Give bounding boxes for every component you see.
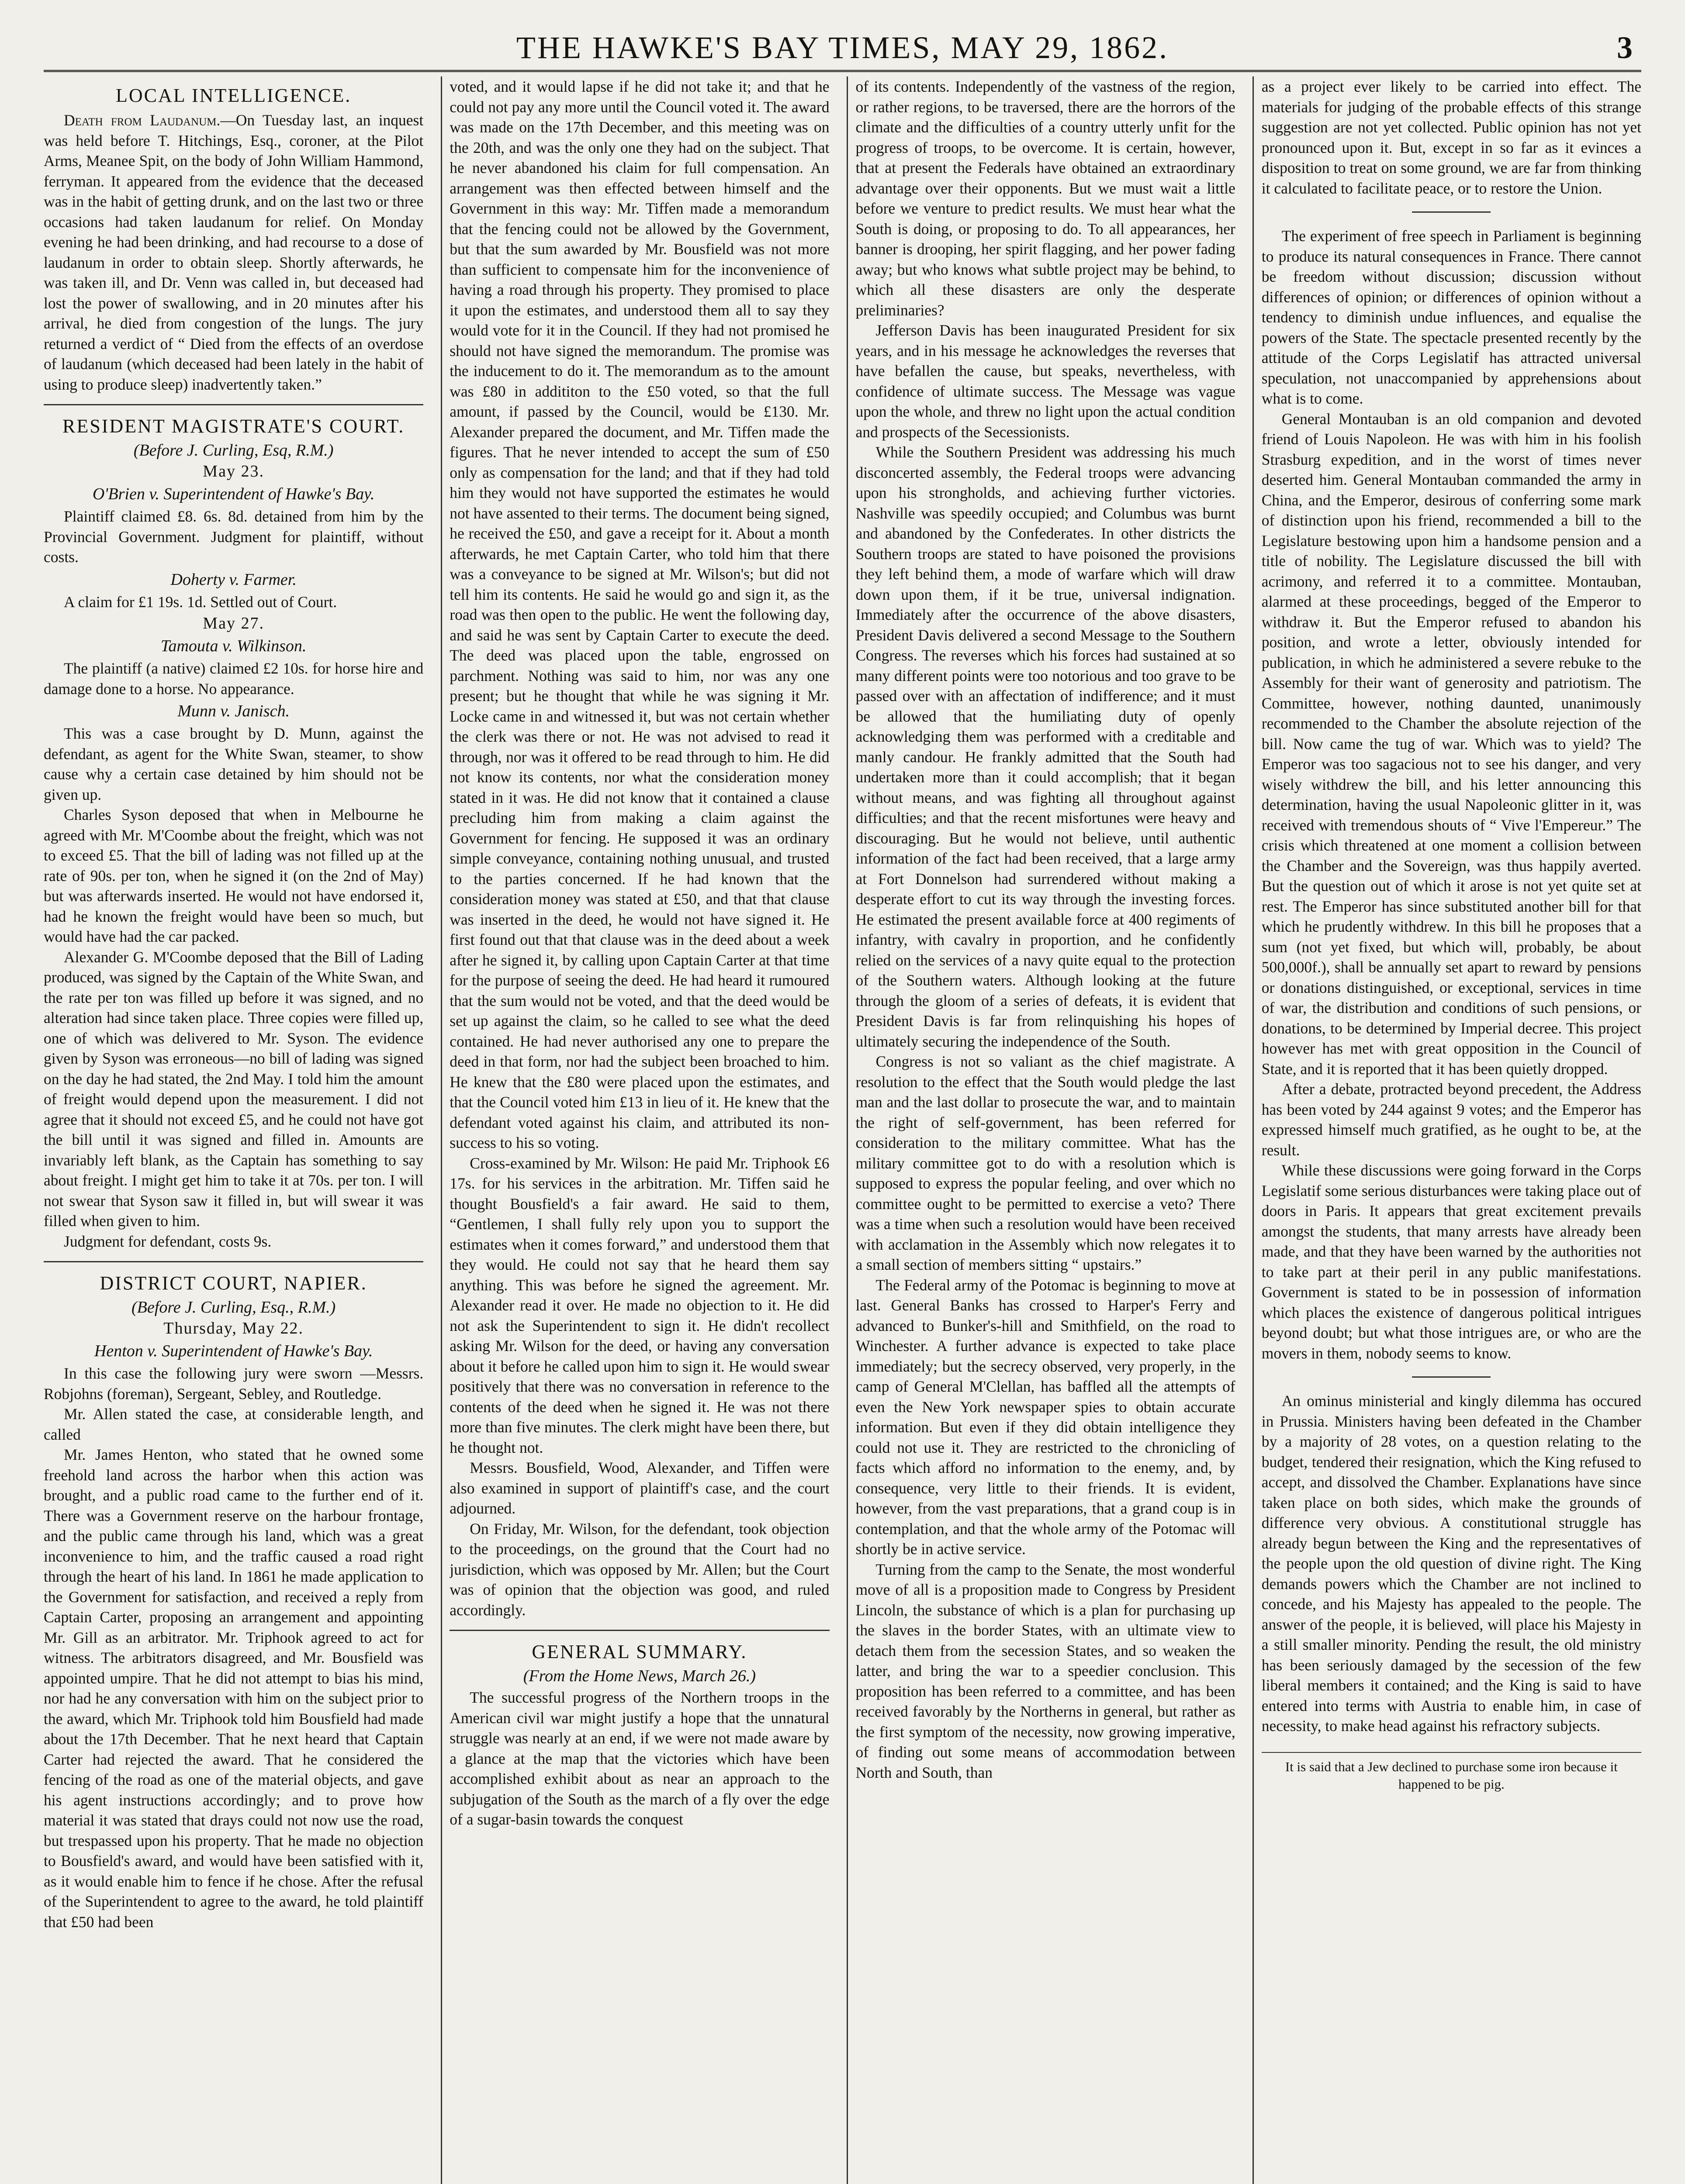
note-text: It is said that a Jew declined to purchase some iron because it happened to be pig.: [1285, 1759, 1618, 1792]
short-rule: [1412, 211, 1491, 213]
column-1: [44, 76, 423, 2184]
article-paragraph: voted, and it would lapse if he did not take it; and that he could not pay any more until the Council voted it. The award was made on the 17th December, and this meeting was on the 20th, and was the only one they had on the subject. That he never abandoned his claim for full compensation. An arrangement was then effected between himself and the Government in this way: Mr. Tiffen made a memorandum that the fencing could not be allowed by the Government, but that the sum awarded by Mr. Bousfield was not more than sufficient to compensate him for the inconvenience of having a road through his property. They promised to place it upon the estimates, and understood them all to say they would vote for it in the Council. If they had not promised he should not have signed the memorandum. The promise was the inducement to do it. The memorandum as to the amount was £80 in addititon to the £50 voted, so that the full amount, if passed by the Council, would be £130. Mr. Alexander prepared the document, and Mr. Tiffen made the figures. That he never intended to accept the sum of £50 only as compensation for the land; and that if they had told him they would not have supported the estimates he would not have assented to their terms. The document being signed, he received the £50, and gave a receipt for it. About a month afterwards, he met Captain Carter, who told him that there was a conveyance to be signed at Mr. Wilson's; but did not tell him its contents. He said he would go and sign it, as the road was then open to the public. He went the following day, and said he was sent by Captain Carter to execute the deed. The deed was placed upon the table, engrossed on parchment. Nothing was said to him, nor was any one present; but he thought that while he was signing it Mr. Locke came in and witnessed it, but was not certain whether the clerk was there or not. He was not advised to read it through, nor was it offered to be read through to him. He did not know its contents, nor what the consideration money stated in it was. He did not know that it contained a clause precluding him from making a claim against the Government for fencing. He supposed it was an ordinary simple conveyance, containing nothing unusual, and trusted to the parties concerned. If he had known that the consideration money was stated at £50, and that that clause was inserted in the deed, he would not have signed it. He first found out that that clause was in the deed about a week after he signed it, by calling upon Captain Carter at that time for the purpose of seeing the deed. He had heard it rumoured that the sum would not be voted, and that the deed would be set up against the claim, so he called to see what the deed contained. He had never authorised any one to prepare the deed in that form, nor had the subject been broached to him. He knew that the £80 were placed upon the estimates, and that the Council voted him £13 in lieu of it. He knew that the defendant voted against his claim, and attributed its non-success to his so voting.: [450, 78, 830, 1151]
article-paragraph: A claim for £1 19s. 1d. Settled out of Court.: [64, 593, 337, 611]
article-paragraph: Cross-examined by Mr. Wilson: He paid Mr. Triphook £6 17s. for his services in the arbitration. Mr. Tiffen said he thought Bousfield's a fair award. He said to them, “Gentlemen, I shall fully rely upon you to support the estimates when it comes forward,” and understood them that they would. He could not say that he heard them say anything. This was before he signed the agreement. Mr. Alexander read it over. He made no objection to it. He did not ask the Superintendent to sign it. He didn't recollect asking Mr. Wilson for the deed, or having any conversation about it before he called upon him to sign it. He would swear positively that there was no conversation in reference to the contents of the deed when he signed it. He was not there more than five minutes. The clerk might have been there, but he thought not.: [450, 1154, 830, 1456]
article-paragraph: General Montauban is an old companion and devoted friend of Louis Napoleon. He was with him in his foolish Strasburg expedition, and in the worst of times never deserted him. General Montauban commanded the army in China, and the Emperor, desirous of conferring some mark of distinction upon his friend, recommended a bill to the Legislature bestowing upon him a handsome pension and a title of nobility. The Legislature discussed the bill with acrimony, and referred it to a committee. Montauban, alarmed at these proceedings, begged of the Emperor to withdraw it. But the Emperor refused to abandon his position, and wrote a letter, obviously intended for publication, in which he administered a severe rebuke to the Assembly for their want of generosity and patriotism. The Committee, however, nothing daunted, unanimously recommended to the Chamber the absolute rejection of the bill. Now came the tug of war. Which was to yield? The Emperor was too sagacious not to see his danger, and very wisely withdrew the bill, and his letter announcing this determination, having the usual Napoleonic glitter in it, was received with tremendous shouts of “ Vive l'Empereur.” The crisis which threatened at one moment a collision between the Chamber and the Sovereign, was thus happily averted. But the question out of which it arose is not yet quite set at rest. The Emperor has since substituted another bill for that which he prudently withdrew. In this bill he proposes that a sum (not yet fixed, but which will, probably, be about 500,000f.), shall be annually set apart to reward by pensions or donations distinguished, or exceptional, services in time of war, the distribution and conditions of such pensions, or donations, to be determined by Imperial decree. This project however has met with great opposition in the Council of State, and it is reported that it has been quietly dropped.: [1261, 410, 1641, 1078]
article-paragraph: The Federal army of the Potomac is beginning to move at last. General Banks has crossed to Harper's Ferry and advanced to Bunker's-hill and Smithfield, on the road to Winchester. A further advance is expected to take place immediately; but the secrecy observed, very properly, in the camp of General M'Clellan, has baffled all the attempts of even the New York newspaper spies to obtain accurate information. But even if they did obtain intelligence they could not use it. They are restricted to the chronicling of facts which afford no information to the enemy, and, by consequence, very little to their friends. It is evident, however, from the vast preparations, that a grand coup is in contemplation, and that the whole army of the Potomac will shortly be in active service.: [855, 1276, 1235, 1558]
case-title: O'Brien v. Superintendent of Hawke's Bay.: [92, 485, 375, 503]
article-text: —On Tuesday last, an inquest was held before T. Hitchings, Esq., coroner, at the Pilot Arms, Meanee Spit, on the body of John William Hammond, ferryman. It appeared from the evidence that the deceased was in the habit of getting drunk, and on the last two or three occasions had taken laudanum for relief. On Monday evening he had been drinking, and had recourse to a dose of laudanum in order to obtain sleep. Shortly afterwards, he was taken ill, and Dr. Venn was called in, but deceased had lost the power of swallowing, and in 20 minutes after his arrival, he died from congestion of the lungs. The jury returned a verdict of “ Died from the effects of an overdose of laudanum (which deceased had been lately in the habit of using to produce sleep) inadvertently taken.”: [44, 111, 424, 393]
article-paragraph: of its contents. Independently of the vastness of the region, or rather regions, to be traversed, there are the horrors of the climate and the difficulties of a country utterly unfit for the progress of troops, to be overcome. It is certain, however, that at present the Federals have obtained an extraordinary advantage over their opponents. But we must wait a little before we venture to predict results. We must hear what the South is doing, or proposing to do. To all appearances, her banner is drooping, her spirit flagging, and her power fading away; but who knows what subtle project may be behind, to which all these disasters are only the desperate preliminaries?: [855, 78, 1235, 319]
section-rule: [450, 1630, 829, 1631]
article-headline: Death from Laudanum.: [64, 111, 221, 129]
article-paragraph: The successful progress of the Northern troops in the American civil war might justify a hope that the unnatural struggle was nearly at an end, if we were not made aware by a glance at the map that the victories which have been accomplished exhibit about as near an approach to the subjugation of the South as the march of a fly over the edge of a sugar-basin towards the conquest: [450, 1689, 830, 1828]
article-paragraph: This was a case brought by D. Munn, against the defendant, as agent for the White Swan, steamer, to show cause why a certain case detained by him should not be given up.: [44, 725, 424, 803]
section-rule: [44, 404, 423, 405]
article-paragraph: The experiment of free speech in Parliament is beginning to produce its natural consequences in France. There cannot be freedom without discussion; discussion without differences of opinion; or differences of opinion without a tendency to diminish undue influences, and equalise the powers of the State. The spectacle presented recently by the attitude of the Corps Legislatif has attracted universal speculation, not unaccompanied by apprehensions about what is to come.: [1261, 227, 1641, 407]
masthead-title: THE HAWKE'S BAY TIMES, MAY 29, 1862.: [516, 30, 1169, 65]
article-paragraph: The plaintiff (a native) claimed £2 10s. for horse hire and damage done to a horse. No appearance.: [44, 660, 424, 698]
article-paragraph: Judgment for defendant, costs 9s.: [64, 1232, 272, 1250]
case-title: Munn v. Janisch.: [177, 702, 290, 720]
district-court-heading: DISTRICT COURT, NAPIER.: [100, 1272, 367, 1294]
dc-before: (Before J. Curling, Esq., R.M.): [131, 1298, 336, 1317]
rmc-date: May 27.: [203, 614, 264, 632]
local-intelligence-heading: LOCAL INTELLIGENCE.: [115, 85, 352, 106]
short-rule: [1412, 1376, 1491, 1378]
article-paragraph: Jefferson Davis has been inaugurated President for six years, and in his message he acknowledges the reverses that have befallen the cause, but speaks, nevertheless, with confidence of ultimate success. The Message was vague upon the whole, and threw no light upon the actual condition and prospects of the Secessionists.: [855, 321, 1235, 441]
masthead: [44, 17, 1641, 72]
article-paragraph: [44, 110, 423, 394]
article-paragraph: Charles Syson deposed that when in Melbourne he agreed with Mr. M'Coombe about the freight, which was not to exceed £5. That the bill of lading was not filled up at the rate of 90s. per ton, when he signed it (on the 2nd of May) but was afterwards inserted. He would not have endorsed it, had he known the freight would have been so much, but would have had the car packed.: [44, 806, 424, 945]
article-paragraph: After a debate, protracted beyond precedent, the Address has been voted by 244 against 9 votes; and the Emperor has expressed himself much gratified, as he ought to be, at the result.: [1261, 1080, 1641, 1159]
case-title: Tamouta v. Wilkinson.: [160, 637, 307, 655]
general-summary-source: (From the Home News, March 26.): [523, 1667, 756, 1685]
column-4: [1262, 76, 1641, 2184]
article-paragraph: Congress is not so valiant as the chief magistrate. A resolution to the effect that the South would pledge the last man and the last dollar to prosecute the war, and to maintain the right of self-government, has been referred for consideration to the military committee. What has the military committee got to do with a resolution which is supposed to express the popular feeling, and over which no committee ought to be permitted to exercise a veto? There was a time when such a resolution would have been received with acclamation in the Assembly which now relegates it to a small section of members sitting “ upstairs.”: [855, 1053, 1235, 1273]
article-paragraph: Turning from the camp to the Senate, the most wonderful move of all is a proposition made to Congress by President Lincoln, the substance of which is a plan for purchasing up the slaves in the border States, with an ultimate view to detach them from the secession States, and so weaken the latter, and bring the war to a speedier conclusion. This proposition has been referred to a committee, and has been received favorably by the Northerns in general, but rather as the first symptom of the necessity, now growing imperative, of finding out some means of accommodation between North and South, than: [855, 1560, 1235, 1781]
article-paragraph: An ominus ministerial and kingly dilemma has occured in Prussia. Ministers having been defeated in the Chamber by a majority of 28 votes, on a question relating to the budget, tendered their resignation, which the King refused to accept, and dissolved the Chamber. Explanations have since taken place on both sides, which make the grounds of difference very obvious. A constitutional struggle has already begun between the King and the representatives of the people upon the old question of divine right. The King demands powers which the Chamber are not inclined to concede, and his Majesty has appealed to the people. The answer of the people, it is believed, will place his Majesty in a still smaller minority. Pending the result, the old ministry has been seriously damaged by the secession of the few liberal members it contained; and the King is said to have entered into terms with Austria to enable him, in case of necessity, to make head against his refractory subjects.: [1261, 1392, 1641, 1735]
rmc-date: May 23.: [203, 462, 264, 480]
article-paragraph: as a project ever likely to be carried into effect. The materials for judging of the probable effects of this strange suggestion are not yet collected. Public opinion has not yet pronounced upon it. But, except in so far as it evinces a disposition to treat on some ground, we are far from thinking it calculated to facilitate peace, or to restore the Union.: [1261, 78, 1641, 197]
article-paragraph: While the Southern President was addressing his much disconcerted assembly, the Federal troops were advancing upon his strongholds, and achieving further victories. Nashville was speedily occupied; and Columbus was burnt and abandoned by the Confederates. In other districts the Southern troops are stated to have poisoned the provisions they left behind them, a mode of warfare which will draw down upon them, if it be true, universal indignation. Immediately after the occurrence of the above disasters, President Davis delivered a second Message to the Southern Congress. The reverses which his forces had sustained at so many different points were too notorious and too grave to be passed over with an affectation of indifference; and it must be allowed that the humiliating duty of openly acknowledging them was performed with a creditable and manly candour. He frankly admitted that the South had undertaken more than it could accomplish; that it began without means, and was fighting all throughout against difficulties; and that the recent misfortunes were heavy and discouraging. But he would not believe, until authentic information of the fact had been received, that a large army at Fort Donnelson had surrendered without making a desperate effort to cut its way through the investing forces. He estimated the present available force at 400 regiments of infantry, with cavalry in proportion, and he confidently relied on the services of a navy quite equal to the protection of the Southern waters. Although looking at the future through the gloom of a series of defeats, it is evident that President Davis is far from relinquishing his hopes of ultimately securing the independence of the South.: [855, 443, 1235, 1050]
column-2: [450, 76, 829, 2184]
page-number: 3: [1617, 30, 1633, 65]
dc-date: Thursday, May 22.: [163, 1319, 304, 1337]
article-paragraph: On Friday, Mr. Wilson, for the defendant, took objection to the proceedings, on the ground that the Court had no jurisdiction, which was opposed by Mr. Allen; but the Court was of opinion that the objection was good, and ruled accordingly.: [450, 1520, 830, 1619]
article-paragraph: Mr. James Henton, who stated that he owned some freehold land across the harbor when this action was brought, and a public road came to the further end of it. There was a Government reserve on the harbour frontage, and the public came through his land, which was a great inconvenience to him, and the traffic caused a road right through the heart of his land. In 1861 he made application to the Government for satisfaction, and received a reply from Captain Carter, proposing an arrangement and appointing Mr. Gill as an arbitrator. Mr. Triphook agreed to act for witness. The arbitrators disagreed, and Mr. Bousfield was appointed umpire. That he did not attempt to bias his mind, nor had he any conversation with him on the subject prior to the award, which Mr. Triphook told him Bousfield had made about the 17th December. That he next heard that Captain Carter had rejected the award. That he considered the fencing of the road as one of the material objects, and gave his agent instructions accordingly; and to prove how material it was stated that drays could not now use the road, but trespassed upon his property. That he made no objection to Bousfield's award, and would have been satisfied with it, as it would enable him to fence if he chose. After the refusal of the Superintendent to agree to the award, he told plaintiff that £50 had been: [44, 1446, 424, 1931]
article-paragraph: Alexander G. M'Coombe deposed that the Bill of Lading produced, was signed by the Captain of the White Swan, and the rate per ton was filled up before it was signed, and no alteration had since taken place. Three copies were filled up, one of which was delivered to Mr. Syson. The evidence given by Syson was erroneous—no bill of lading was signed on the day he had stated, the 2nd May. I told him the amount of freight would depend upon the measurement. I did not agree that it should not exceed £5, and he could not have got the bill until it was signed and filled in. Amounts are invariably left blank, as the Captain has something to say about freight. I might get him to take it at 70s. per ton. I will not swear that Syson saw it filled in, but will swear it was filled when given to him.: [44, 948, 424, 1230]
case-title: Henton v. Superintendent of Hawke's Bay.: [94, 1342, 373, 1360]
column-3: [856, 76, 1235, 2184]
article-columns: [44, 76, 1641, 2184]
article-paragraph: Mr. Allen stated the case, at considerable length, and called: [44, 1405, 424, 1443]
case-title: Doherty v. Farmer.: [170, 570, 297, 589]
article-paragraph: In this case the following jury were sworn —Messrs. Robjohns (foreman), Sergeant, Sebley, and Routledge.: [44, 1365, 424, 1403]
article-paragraph: While these discussions were going forward in the Corps Legislatif some serious disturbances were taking place out of doors in Paris. It appears that great excitement prevails amongst the students, that many arrests have already been made, and that they have been warned by the authorities not to take part at their peril in any public manifestations. Government is stated to be in possession of information which places the existence of dangerous political intrigues beyond doubt; but what those intrigues are, or who are the movers in them, nobody seems to know.: [1261, 1161, 1641, 1362]
article-paragraph: Messrs. Bousfield, Wood, Alexander, and Tiffen were also examined in support of plaintiff's case, and the court adjourned.: [450, 1459, 830, 1517]
rmc-before: (Before J. Curling, Esq, R.M.): [133, 441, 334, 460]
rmc-heading: RESIDENT MAGISTRATE'S COURT.: [62, 415, 405, 437]
section-rule: [44, 1261, 423, 1262]
closing-note: [1262, 1752, 1641, 1793]
general-summary-heading: GENERAL SUMMARY.: [532, 1641, 747, 1662]
article-paragraph: Plaintiff claimed £8. 6s. 8d. detained from him by the Provincial Government. Judgment for plaintiff, without costs.: [44, 508, 424, 566]
